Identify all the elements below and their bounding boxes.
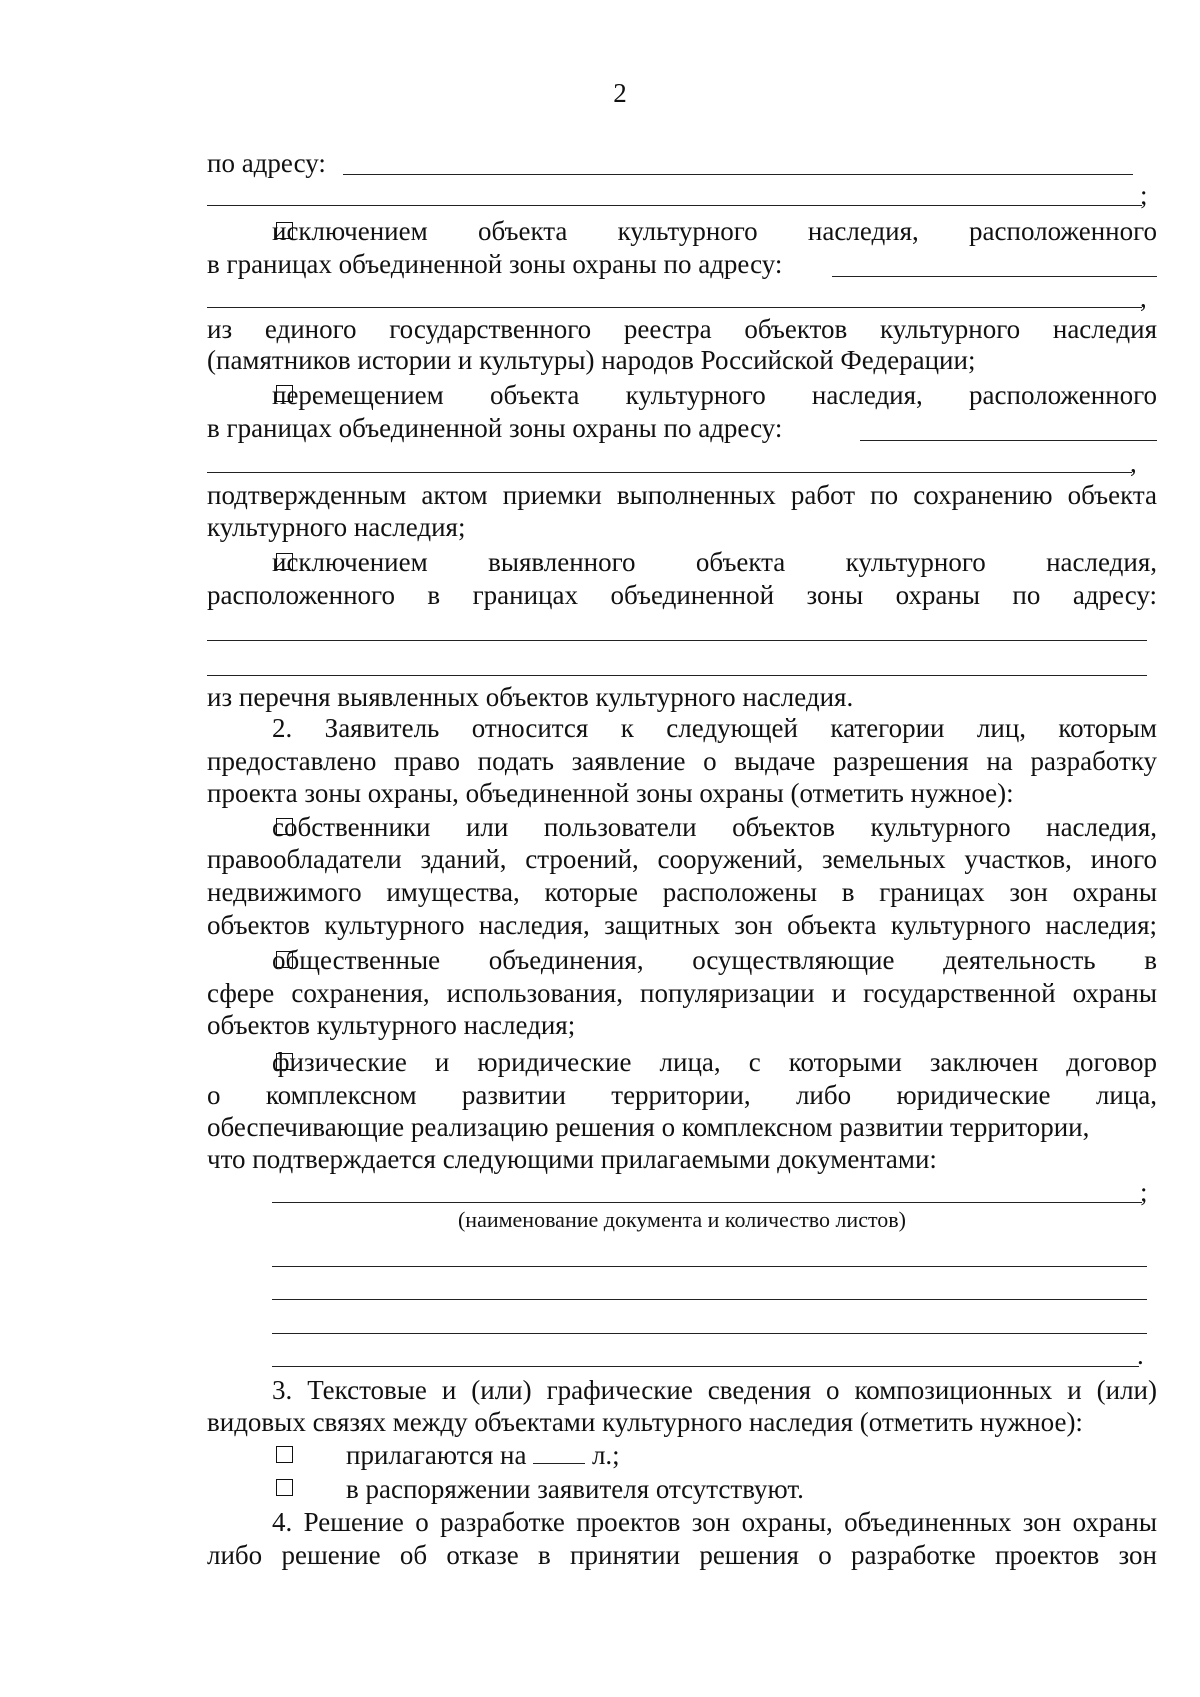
option-attached-unit: л.; (591, 1440, 620, 1470)
documents-blank-1[interactable] (272, 1202, 1142, 1203)
text-line: расположенного в границах объединенной зоны охраны по адресу: (207, 580, 1157, 610)
text-line: (памятников истории и культуры) народов Российской Федерации; (207, 345, 976, 375)
option-attached (346, 1440, 1146, 1470)
text-line: недвижимого имущества, которые расположены в границах зон охраны (207, 877, 1157, 907)
text-line: культурного наследия; (207, 512, 466, 542)
section-3-heading: 3. Текстовые и (или) графические сведения о композиционных и (или) (272, 1375, 1157, 1405)
documents-blank-5[interactable] (272, 1366, 1139, 1367)
documents-caption: (наименование документа и количество листов) (457, 1207, 906, 1232)
text-line: о комплексном развитии территории, либо юридические лица, (207, 1080, 1157, 1110)
sheet-count-blank[interactable] (533, 1441, 585, 1464)
address-blank-8[interactable] (207, 675, 1147, 676)
text-line: видовых связях между объектами культурного наследия (отметить нужное): (207, 1407, 1083, 1437)
option-legal-entities: физические и юридические лица, с которыми заключен договор (272, 1047, 1157, 1077)
punct-semicolon: ; (1140, 180, 1148, 210)
option-public-associations: общественные объединения, осуществляющие деятельность в (272, 945, 1157, 975)
section-4-heading: 4. Решение о разработке проектов зон охраны, объединенных зон охраны (272, 1507, 1157, 1537)
address-blank-2[interactable] (207, 205, 1142, 206)
page-number: 2 (613, 78, 627, 108)
text-line: объектов культурного наследия; (207, 1010, 576, 1040)
text-line: правообладатели зданий, строений, сооружений, земельных участков, иного (207, 844, 1157, 874)
address-blank-3[interactable] (832, 276, 1157, 277)
option-exclude-identified: исключением выявленного объекта культурного наследия, (272, 547, 1157, 577)
address-blank-5[interactable] (860, 440, 1157, 441)
address-blank-4[interactable] (207, 307, 1142, 308)
option-relocate-object: перемещением объекта культурного наследия, расположенного (272, 380, 1157, 410)
address-blank-1[interactable] (343, 174, 1133, 175)
checkbox-attached[interactable] (276, 1446, 293, 1463)
punct-period: . (1137, 1340, 1144, 1370)
text-line: предоставлено право подать заявление о выдаче разрешения на разработку (207, 746, 1157, 776)
text-line: в границах объединенной зоны охраны по адресу: (207, 413, 783, 443)
text-line: из перечня выявленных объектов культурного наследия. (207, 682, 854, 712)
address-label: по адресу: (207, 148, 326, 178)
option-attached-label: прилагаются на (346, 1440, 527, 1470)
text-line: в границах объединенной зоны охраны по адресу: (207, 249, 783, 279)
option-absent: в распоряжении заявителя отсутствуют. (346, 1474, 804, 1504)
address-blank-7[interactable] (207, 640, 1147, 641)
text-line: из единого государственного реестра объектов культурного наследия (207, 314, 1157, 344)
text-line: проекта зоны охраны, объединенной зоны охраны (отметить нужное): (207, 778, 1014, 808)
section-2-heading: 2. Заявитель относится к следующей категории лиц, которым (272, 713, 1157, 743)
address-blank-6[interactable] (207, 472, 1132, 473)
text-line: подтвержденным актом приемки выполненных работ по сохранению объекта (207, 480, 1157, 510)
documents-blank-3[interactable] (272, 1299, 1147, 1300)
text-line: обеспечивающие реализацию решения о комплексном развитии территории, (207, 1112, 1090, 1142)
option-exclude-object: исключением объекта культурного наследия, расположенного (272, 216, 1157, 246)
text-line: что подтверждается следующими прилагаемыми документами: (207, 1144, 937, 1174)
text-line: объектов культурного наследия, защитных зон объекта культурного наследия; (207, 910, 1157, 940)
option-owners-users: собственники или пользователи объектов культурного наследия, (272, 812, 1157, 842)
text-line: либо решение об отказе в принятии решения о разработке проектов зон (207, 1540, 1157, 1570)
checkbox-absent[interactable] (276, 1479, 293, 1496)
punct-comma: , (1140, 283, 1147, 313)
text-line: сфере сохранения, использования, популяризации и государственной охраны (207, 978, 1157, 1008)
punct-comma: , (1130, 448, 1137, 478)
punct-semicolon: ; (1140, 1177, 1148, 1207)
documents-blank-2[interactable] (272, 1266, 1147, 1267)
documents-blank-4[interactable] (272, 1333, 1147, 1334)
